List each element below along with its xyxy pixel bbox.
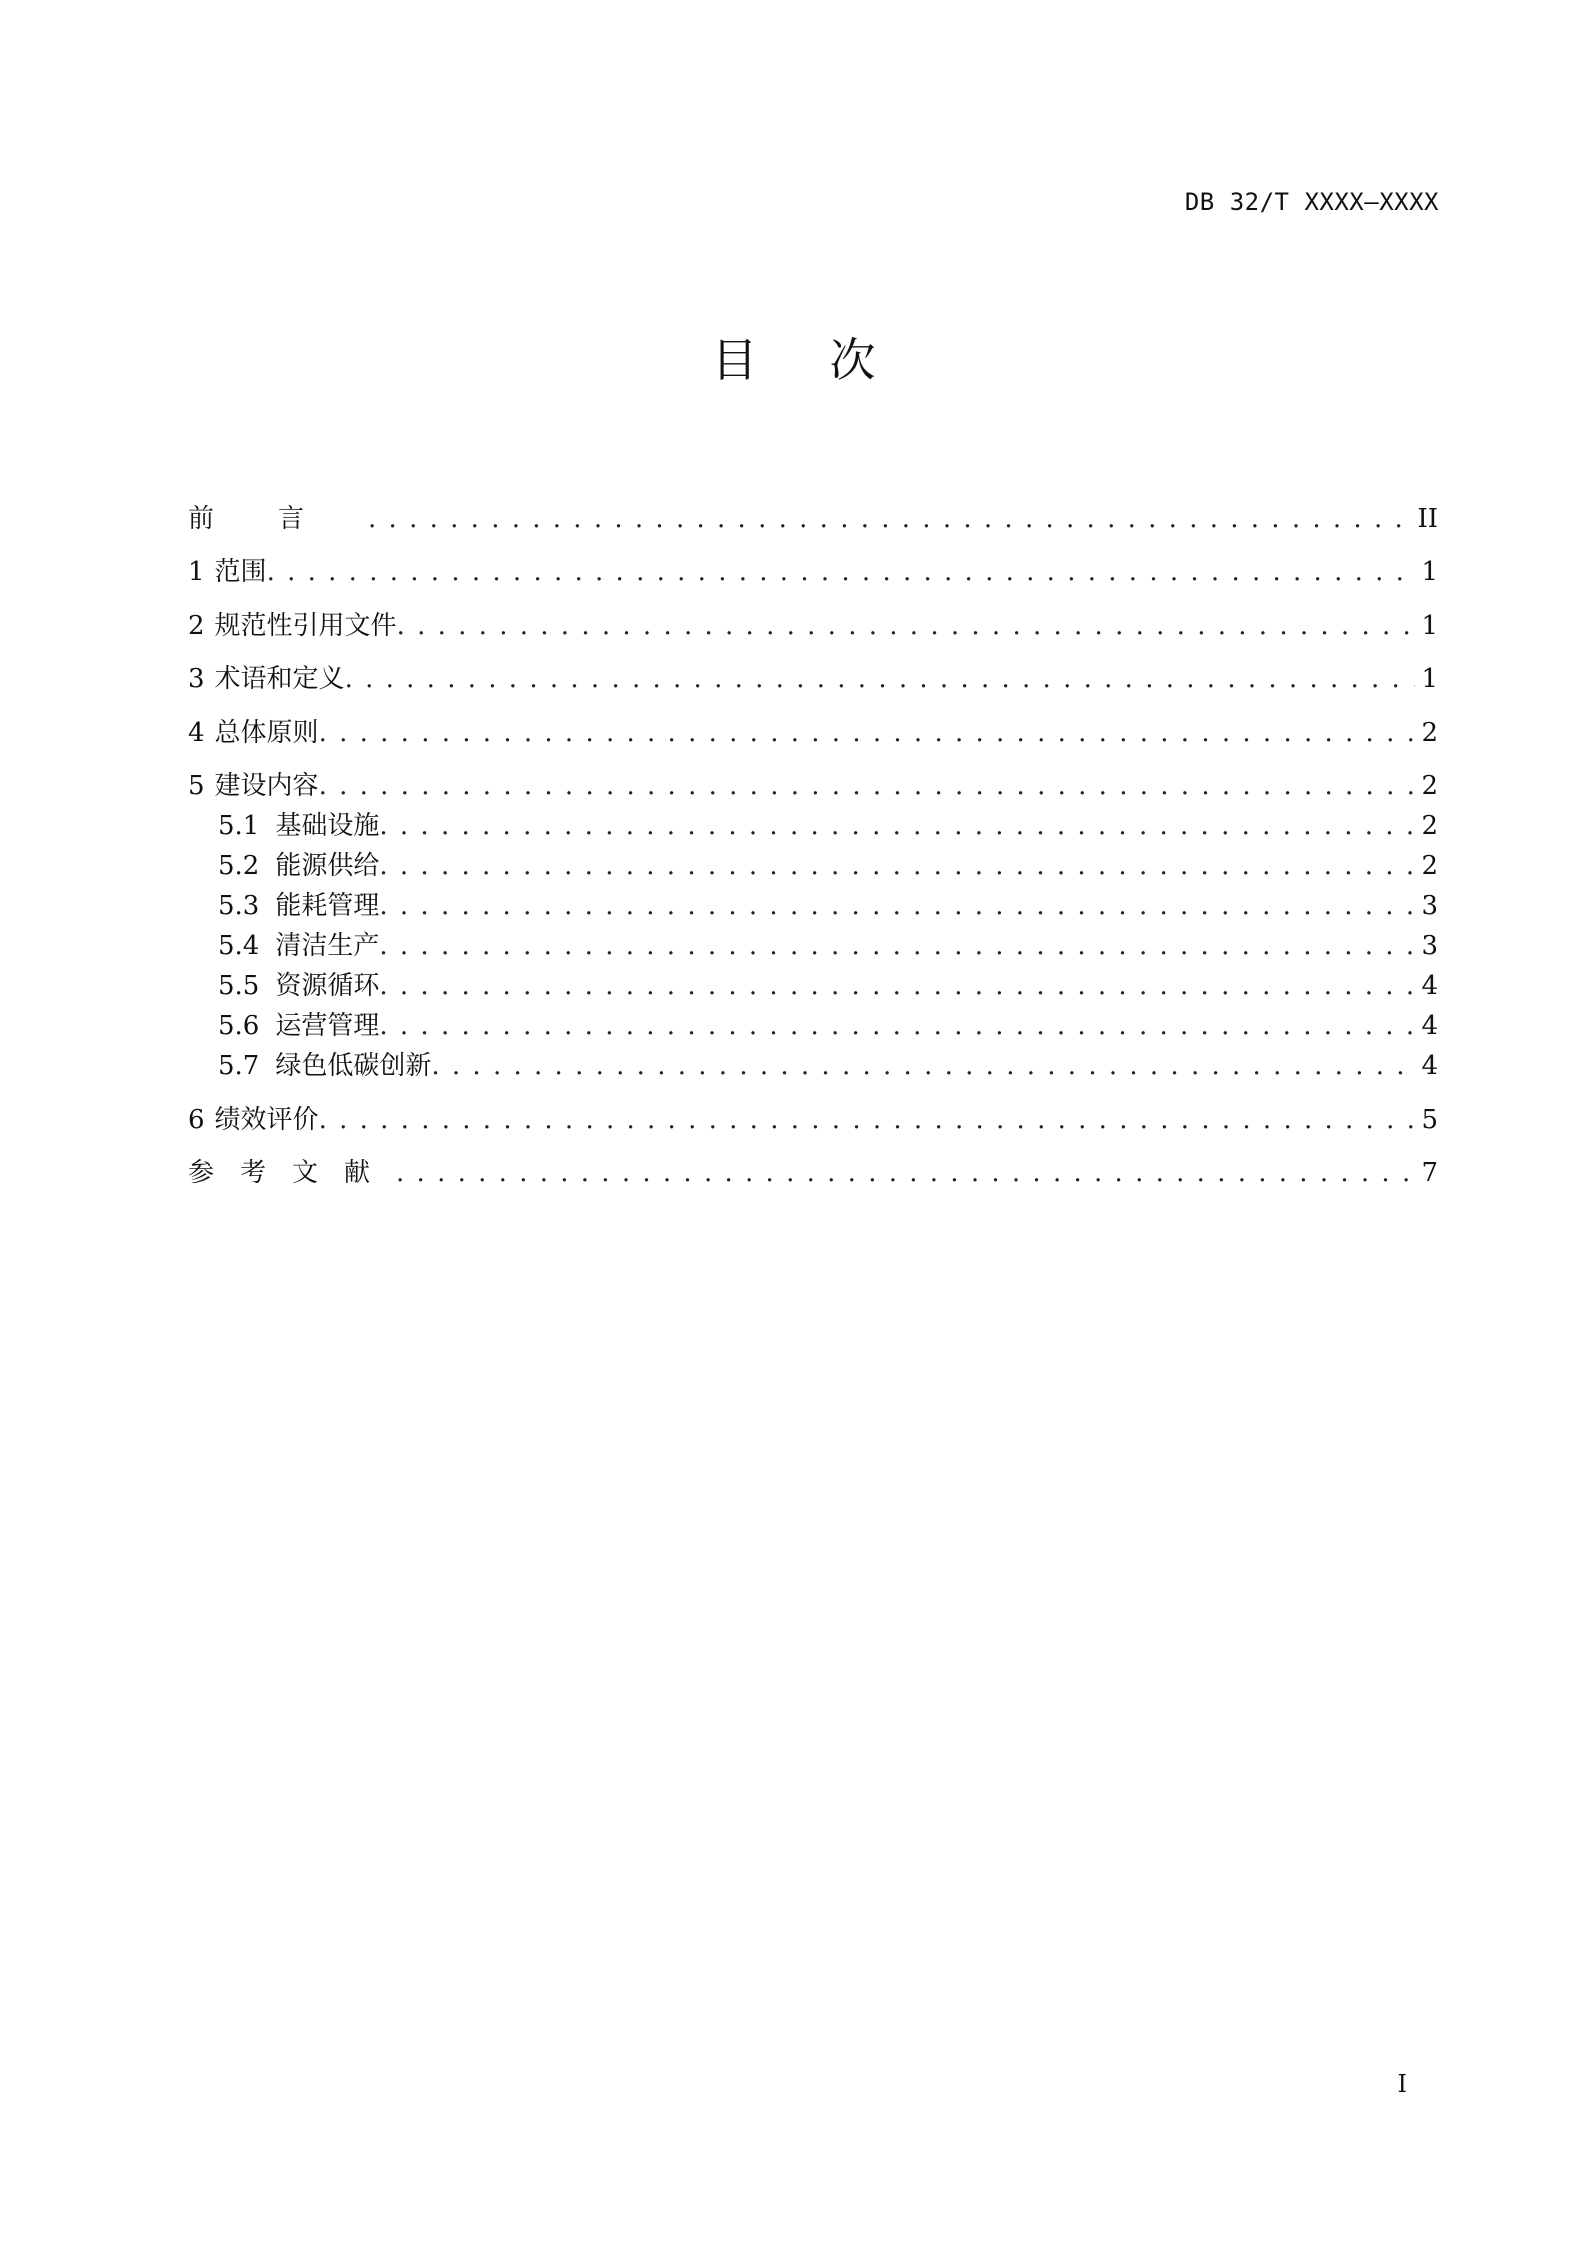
toc-dot-leader (431, 1051, 1415, 1081)
toc-entry-number: 1 (188, 557, 205, 587)
toc-entry-title: 范围 (214, 557, 267, 587)
toc-entry-page: 3 (1421, 891, 1438, 921)
toc-dot-leader (379, 971, 1415, 1001)
toc-entry-number: 5 (188, 771, 205, 801)
toc-entry[interactable] (188, 1001, 1438, 1041)
toc-dot-leader (397, 611, 1416, 641)
toc-entry-page: 4 (1421, 1051, 1438, 1081)
toc-dot-leader (345, 664, 1416, 694)
toc-entry[interactable] (188, 1135, 1438, 1189)
toc-entry[interactable] (188, 921, 1438, 961)
toc-entry-page: 2 (1421, 717, 1438, 748)
toc-entry[interactable] (188, 641, 1438, 695)
toc-entry-title: 能源供给 (275, 851, 380, 881)
toc-dot-leader (379, 931, 1415, 961)
toc-entry-title: 运营管理 (275, 1011, 380, 1041)
toc-entry-page: 1 (1421, 610, 1438, 641)
toc-dot-leader (379, 811, 1415, 841)
toc-entry[interactable] (188, 841, 1438, 881)
toc-entry-title: 建设内容 (214, 771, 319, 801)
toc-entry-title: 规范性引用文件 (214, 610, 397, 641)
page-number: I (1397, 2070, 1407, 2098)
toc-entry[interactable] (188, 587, 1438, 641)
toc-entry-number: 5.1 (218, 811, 260, 841)
toc-entry-number: 6 (188, 1104, 205, 1135)
toc-entry-number: 5.3 (218, 891, 260, 921)
toc-title: 目次 (711, 333, 948, 387)
toc-entry-number: 5.4 (218, 931, 260, 961)
toc-entry-page: 3 (1421, 931, 1438, 961)
toc-entry-title: 绿色低碳创新 (275, 1051, 432, 1081)
document-code: DB 32/T XXXX—XXXX (1184, 188, 1439, 216)
toc-entry-page: 1 (1421, 664, 1438, 694)
toc-entry-number: 5.6 (218, 1011, 260, 1041)
toc-entry-title: 清洁生产 (275, 931, 380, 961)
toc-entry[interactable] (188, 534, 1438, 588)
toc-entry-title: 前言 (188, 503, 369, 534)
toc-entry-page: 1 (1421, 557, 1438, 587)
toc-entry-page: 4 (1421, 1011, 1438, 1041)
toc-entry-number: 5.2 (218, 851, 260, 881)
toc-entry[interactable] (188, 801, 1438, 841)
table-of-contents (188, 480, 1438, 1188)
toc-entry-page: 5 (1421, 1104, 1438, 1135)
toc-entry-number: 4 (188, 717, 205, 748)
toc-entry-title: 资源循环 (275, 971, 380, 1001)
toc-entry-number: 5.5 (218, 971, 260, 1001)
toc-entry[interactable] (188, 480, 1438, 534)
toc-dot-leader (368, 504, 1411, 534)
toc-entry-title: 能耗管理 (275, 891, 380, 921)
toc-entry-title: 基础设施 (275, 811, 380, 841)
toc-dot-leader (267, 557, 1416, 587)
toc-entry-title: 术语和定义 (214, 664, 345, 694)
toc-entry[interactable] (188, 1041, 1438, 1081)
toc-entry-title: 总体原则 (214, 717, 319, 748)
toc-entry-number: 5.7 (218, 1051, 260, 1081)
toc-entry-title: 绩效评价 (214, 1104, 319, 1135)
toc-dot-leader (379, 851, 1415, 881)
toc-entry[interactable] (188, 748, 1438, 802)
toc-entry-page: 2 (1421, 851, 1438, 881)
toc-dot-leader (379, 891, 1415, 921)
toc-dot-leader (379, 1011, 1415, 1041)
toc-entry[interactable] (188, 881, 1438, 921)
toc-entry-page: II (1417, 503, 1438, 534)
toc-entry[interactable] (188, 694, 1438, 748)
toc-entry-page: 2 (1421, 811, 1438, 841)
toc-entry-page: 2 (1421, 771, 1438, 801)
toc-entry-number: 3 (188, 664, 205, 694)
toc-dot-leader (319, 771, 1416, 801)
toc-dot-leader (319, 1105, 1416, 1135)
toc-entry-number: 2 (188, 610, 205, 641)
toc-dot-leader (319, 718, 1416, 748)
toc-entry-title: 参考文献 (188, 1158, 397, 1188)
toc-entry[interactable] (188, 1081, 1438, 1135)
toc-entry-page: 7 (1421, 1158, 1438, 1188)
toc-entry-page: 4 (1421, 971, 1438, 1001)
toc-dot-leader (396, 1158, 1415, 1188)
toc-entry[interactable] (188, 961, 1438, 1001)
